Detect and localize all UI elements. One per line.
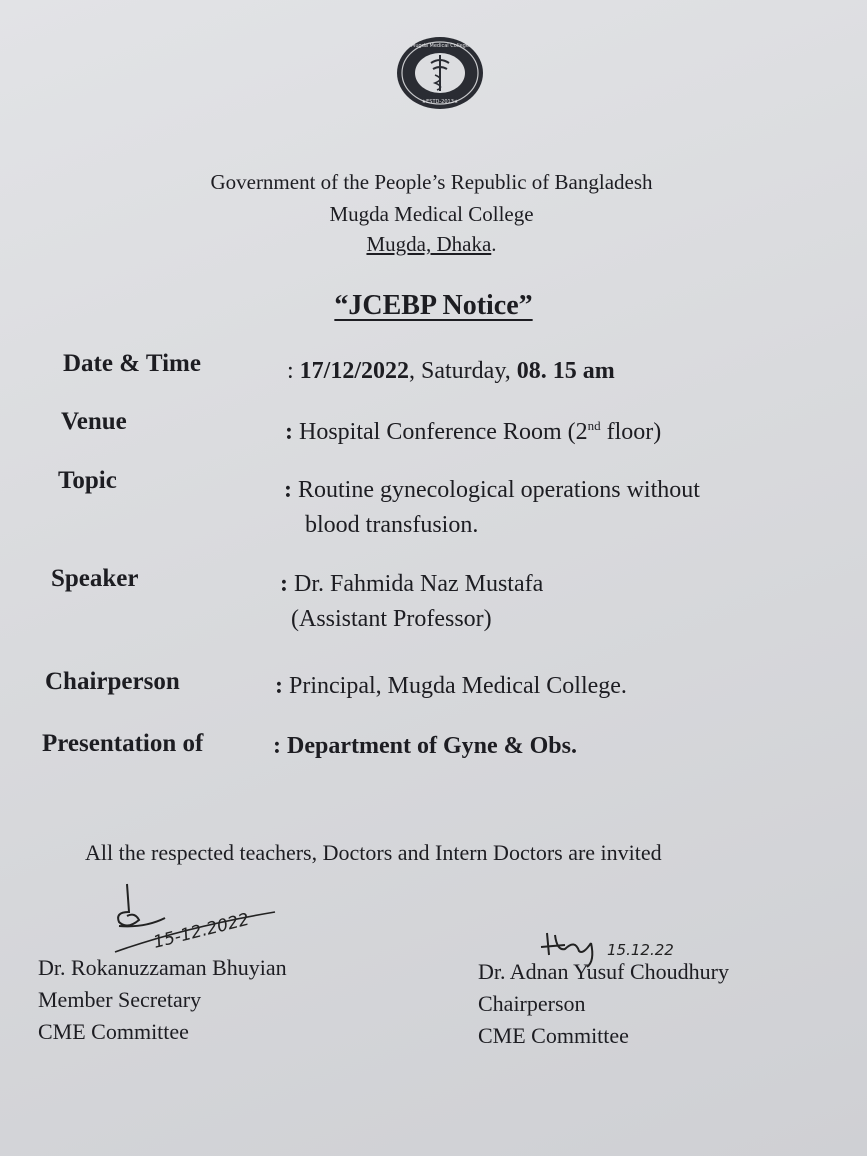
signatory-1-committee: CME Committee bbox=[38, 1019, 189, 1044]
venue-text: Hospital Conference Room (2 bbox=[299, 419, 588, 445]
value-speaker-line2: (Assistant Professor) bbox=[291, 606, 492, 632]
label-presentation: Presentation of bbox=[42, 730, 204, 757]
notice-title-text: “JCEBP Notice” bbox=[334, 290, 533, 321]
value-topic-line2: blood transfusion. bbox=[305, 512, 479, 538]
svg-text:★ESTD-2013★: ★ESTD-2013★ bbox=[421, 99, 459, 105]
signatory-2-role: Chairperson bbox=[478, 991, 586, 1016]
value-presentation: : Department of Gyne & Obs. bbox=[273, 733, 577, 759]
speaker-name: Dr. Fahmida Naz Mustafa bbox=[294, 571, 544, 597]
svg-text:Mugda Medical College: Mugda Medical College bbox=[411, 43, 469, 49]
header-location-text: Mugda, Dhaka bbox=[366, 232, 492, 256]
notice-title bbox=[0, 290, 867, 322]
time-value: 08. 15 am bbox=[516, 358, 615, 384]
date-value: 17/12/2022 bbox=[299, 358, 410, 384]
svg-text:15.12.22: 15.12.22 bbox=[607, 941, 674, 959]
invitation-text: All the respected teachers, Doctors and Intern Doctors are invited bbox=[85, 840, 662, 865]
signatory-1-name: Dr. Rokanuzzaman Bhuyian bbox=[38, 955, 287, 980]
value-speaker-line1: : Dr. Fahmida Naz Mustafa bbox=[280, 571, 544, 597]
signatory-2-committee: CME Committee bbox=[478, 1023, 629, 1048]
signatory-2-name: Dr. Adnan Yusuf Choudhury bbox=[478, 959, 729, 984]
signatory-1-role: Member Secretary bbox=[38, 987, 202, 1012]
label-speaker: Speaker bbox=[51, 565, 139, 592]
signatory-1 bbox=[38, 952, 287, 1048]
venue-sup: nd bbox=[587, 418, 601, 433]
label-topic: Topic bbox=[58, 467, 117, 494]
value-date-time: : 17/12/2022, Saturday, 08. 15 am bbox=[287, 358, 615, 384]
day-value: , Saturday, bbox=[409, 358, 517, 384]
chairperson-text: Principal, Mugda Medical College. bbox=[289, 673, 627, 699]
value-venue: : Hospital Conference Room (2nd floor) bbox=[285, 418, 662, 445]
header-location-period: . bbox=[491, 232, 497, 256]
signature-1-handwriting bbox=[105, 882, 285, 962]
college-seal bbox=[395, 35, 485, 111]
label-chairperson: Chairperson bbox=[45, 668, 180, 695]
value-topic-line1: : Routine gynecological operations without bbox=[284, 477, 700, 503]
signatory-2 bbox=[478, 956, 729, 1052]
svg-text:15-12.2022: 15-12.2022 bbox=[151, 909, 252, 953]
label-date-time: Date & Time bbox=[63, 350, 201, 377]
topic-line1-text: Routine gynecological operations without bbox=[298, 477, 700, 503]
value-chairperson: : Principal, Mugda Medical College. bbox=[275, 673, 627, 699]
header-location bbox=[0, 232, 865, 257]
header-college: Mugda Medical College bbox=[329, 202, 534, 226]
label-venue: Venue bbox=[61, 408, 127, 435]
venue-suffix: floor) bbox=[600, 419, 662, 445]
header-government: Government of the People’s Republic of Bangladesh bbox=[210, 170, 653, 194]
presentation-text: Department of Gyne & Obs. bbox=[287, 733, 577, 759]
